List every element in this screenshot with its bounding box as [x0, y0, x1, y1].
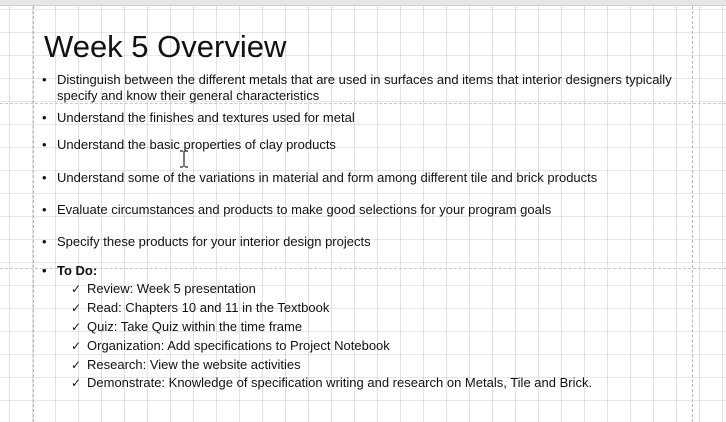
todo-item[interactable]: [71, 281, 256, 297]
slide-title[interactable]: Week 5 Overview: [44, 29, 287, 64]
check-icon: ✓: [71, 301, 82, 315]
todo-item-label: Review: Week 5 presentation: [87, 281, 256, 296]
text-cursor-icon: [179, 150, 189, 168]
todo-item[interactable]: [71, 338, 390, 354]
todo-item-label: Demonstrate: Knowledge of specification writing and research on Metals, Tile and Brick.: [87, 375, 593, 390]
todo-item[interactable]: [71, 357, 301, 373]
bullet-item[interactable]: • Evaluate circumstances and products to make good selections for your program goals: [57, 202, 677, 218]
check-icon: ✓: [71, 282, 82, 296]
check-icon: ✓: [71, 358, 82, 372]
bullet-item[interactable]: • Understand the finishes and textures used for metal: [57, 110, 677, 126]
todo-item-label: Organization: Add specifications to Project Notebook: [87, 338, 390, 353]
bullet-item[interactable]: • Understand some of the variations in material and form among different tile and brick products: [57, 170, 677, 186]
todo-item-label: Read: Chapters 10 and 11 in the Textbook: [87, 300, 330, 315]
todo-item-label: Quiz: Take Quiz within the time frame: [87, 319, 303, 334]
todo-item[interactable]: [71, 375, 593, 391]
todo-item[interactable]: [71, 300, 330, 316]
bullet-item[interactable]: • Distinguish between the different metals that are used in surfaces and items that interior designers typically specify and know their general characteristics: [57, 72, 677, 104]
todo-heading[interactable]: • To Do:: [57, 263, 677, 279]
todo-item[interactable]: [71, 319, 303, 335]
bullet-item[interactable]: • Understand the basic properties of clay products: [57, 137, 677, 153]
todo-item-label: Research: View the website activities: [87, 357, 301, 372]
bullet-item[interactable]: • Specify these products for your interior design projects: [57, 234, 677, 250]
check-icon: ✓: [71, 320, 82, 334]
check-icon: ✓: [71, 339, 82, 353]
check-icon: ✓: [71, 376, 82, 390]
